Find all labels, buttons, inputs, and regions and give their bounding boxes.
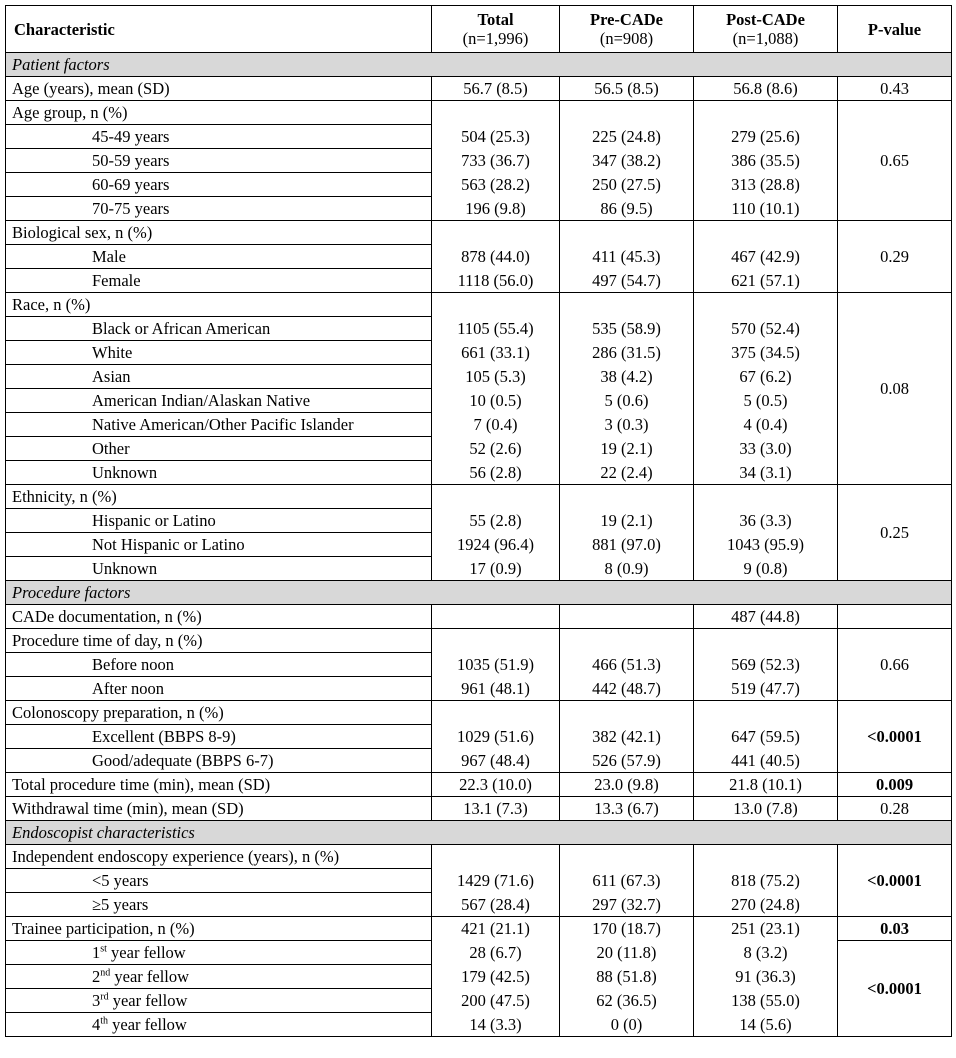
table-row <box>6 701 952 725</box>
row-label: Unknown <box>6 557 432 581</box>
table-row <box>6 989 952 1013</box>
cell-total <box>432 845 560 869</box>
cell-pre: 56.5 (8.5) <box>560 77 694 101</box>
row-label: <5 years <box>6 869 432 893</box>
cell-post: 33 (3.0) <box>694 437 838 461</box>
cell-pre: 442 (48.7) <box>560 677 694 701</box>
table-row <box>6 965 952 989</box>
row-label: Not Hispanic or Latino <box>6 533 432 557</box>
row-label: Hispanic or Latino <box>6 509 432 533</box>
cell-pvalue: 0.009 <box>838 773 952 797</box>
cell-pvalue: 0.65 <box>838 101 952 221</box>
cell-total <box>432 629 560 653</box>
section-row <box>6 53 952 77</box>
cell-total <box>432 293 560 317</box>
row-label: Before noon <box>6 653 432 677</box>
header-total-n: (n=1,996) <box>462 29 529 48</box>
table-row <box>6 749 952 773</box>
header-row <box>6 6 952 53</box>
table-row <box>6 677 952 701</box>
row-label: American Indian/Alaskan Native <box>6 389 432 413</box>
table-row <box>6 869 952 893</box>
table-row <box>6 413 952 437</box>
cell-pre: 611 (67.3) <box>560 869 694 893</box>
cell-total: 661 (33.1) <box>432 341 560 365</box>
cell-post <box>694 629 838 653</box>
header-total-label: Total <box>477 10 514 29</box>
row-label: Ethnicity, n (%) <box>6 485 432 509</box>
cell-post: 36 (3.3) <box>694 509 838 533</box>
cell-pre <box>560 629 694 653</box>
row-label: Trainee participation, n (%) <box>6 917 432 941</box>
cell-post: 270 (24.8) <box>694 893 838 917</box>
table-row <box>6 341 952 365</box>
table-row <box>6 629 952 653</box>
cell-pre: 19 (2.1) <box>560 437 694 461</box>
cell-total: 567 (28.4) <box>432 893 560 917</box>
table-row <box>6 149 952 173</box>
cell-total: 55 (2.8) <box>432 509 560 533</box>
cell-post: 34 (3.1) <box>694 461 838 485</box>
cell-pre: 5 (0.6) <box>560 389 694 413</box>
ordinal-suffix: nd <box>100 967 111 979</box>
cell-post <box>694 293 838 317</box>
row-label: Age (years), mean (SD) <box>6 77 432 101</box>
cell-total: 22.3 (10.0) <box>432 773 560 797</box>
row-label: Withdrawal time (min), mean (SD) <box>6 797 432 821</box>
cell-pre: 23.0 (9.8) <box>560 773 694 797</box>
cell-pre: 22 (2.4) <box>560 461 694 485</box>
cell-post: 21.8 (10.1) <box>694 773 838 797</box>
cell-total: 563 (28.2) <box>432 173 560 197</box>
cell-pre: 19 (2.1) <box>560 509 694 533</box>
cell-pre <box>560 605 694 629</box>
ordinal-suffix: rd <box>100 991 109 1003</box>
cell-total: 56 (2.8) <box>432 461 560 485</box>
cell-total: 10 (0.5) <box>432 389 560 413</box>
cell-post: 4 (0.4) <box>694 413 838 437</box>
header-post-n: (n=1,088) <box>732 29 799 48</box>
cell-pre: 535 (58.9) <box>560 317 694 341</box>
cell-pre <box>560 293 694 317</box>
cell-total: 421 (21.1) <box>432 917 560 941</box>
cell-pre: 881 (97.0) <box>560 533 694 557</box>
table-row <box>6 317 952 341</box>
cell-pre: 62 (36.5) <box>560 989 694 1013</box>
cell-post: 110 (10.1) <box>694 197 838 221</box>
row-label: Race, n (%) <box>6 293 432 317</box>
table-row <box>6 845 952 869</box>
ordinal-suffix: st <box>100 943 107 955</box>
table-row <box>6 485 952 509</box>
row-label: CADe documentation, n (%) <box>6 605 432 629</box>
row-label: 70-75 years <box>6 197 432 221</box>
cell-pre: 347 (38.2) <box>560 149 694 173</box>
cell-post: 386 (35.5) <box>694 149 838 173</box>
cell-total: 1105 (55.4) <box>432 317 560 341</box>
cell-post <box>694 845 838 869</box>
cell-pre: 225 (24.8) <box>560 125 694 149</box>
table-row <box>6 557 952 581</box>
table-row <box>6 797 952 821</box>
ordinal-suffix: th <box>100 1015 109 1027</box>
section-procedure: Procedure factors <box>6 581 952 605</box>
cell-total: 1429 (71.6) <box>432 869 560 893</box>
cell-pvalue <box>838 605 952 629</box>
row-label <box>6 965 432 989</box>
table-row <box>6 173 952 197</box>
cell-pre <box>560 701 694 725</box>
cell-pre: 297 (32.7) <box>560 893 694 917</box>
table-row <box>6 605 952 629</box>
cell-total: 17 (0.9) <box>432 557 560 581</box>
ordinal-number: 4 <box>92 1015 101 1034</box>
section-row <box>6 821 952 845</box>
section-patient: Patient factors <box>6 53 952 77</box>
cell-total: 1924 (96.4) <box>432 533 560 557</box>
cell-pvalue: 0.28 <box>838 797 952 821</box>
row-label: Unknown <box>6 461 432 485</box>
cell-post: 251 (23.1) <box>694 917 838 941</box>
table-container <box>5 5 952 1037</box>
cell-pre <box>560 485 694 509</box>
table-row <box>6 269 952 293</box>
cell-pre: 20 (11.8) <box>560 941 694 965</box>
cell-pre: 497 (54.7) <box>560 269 694 293</box>
cell-pre: 526 (57.9) <box>560 749 694 773</box>
row-label: Excellent (BBPS 8-9) <box>6 725 432 749</box>
cell-post: 647 (59.5) <box>694 725 838 749</box>
row-label: Female <box>6 269 432 293</box>
cell-pre: 170 (18.7) <box>560 917 694 941</box>
row-label: Native American/Other Pacific Islander <box>6 413 432 437</box>
cell-total: 733 (36.7) <box>432 149 560 173</box>
cell-total: 105 (5.3) <box>432 365 560 389</box>
cell-post: 279 (25.6) <box>694 125 838 149</box>
table-row <box>6 1013 952 1037</box>
cell-post: 570 (52.4) <box>694 317 838 341</box>
row-label: Male <box>6 245 432 269</box>
row-label: Age group, n (%) <box>6 101 432 125</box>
cell-post: 441 (40.5) <box>694 749 838 773</box>
cell-total: 1029 (51.6) <box>432 725 560 749</box>
row-label: Independent endoscopy experience (years), n (%) <box>6 845 432 869</box>
cell-post: 487 (44.8) <box>694 605 838 629</box>
header-pvalue: P-value <box>838 6 952 53</box>
cell-post: 519 (47.7) <box>694 677 838 701</box>
cell-total: 1118 (56.0) <box>432 269 560 293</box>
cell-pre: 3 (0.3) <box>560 413 694 437</box>
cell-post: 91 (36.3) <box>694 965 838 989</box>
section-endoscopist: Endoscopist characteristics <box>6 821 952 845</box>
cell-total <box>432 101 560 125</box>
cell-pvalue: 0.03 <box>838 917 952 941</box>
row-label <box>6 989 432 1013</box>
ordinal-number: 1 <box>92 943 101 962</box>
cell-post: 13.0 (7.8) <box>694 797 838 821</box>
table-row <box>6 725 952 749</box>
row-label: 45-49 years <box>6 125 432 149</box>
table-row <box>6 125 952 149</box>
cell-post: 67 (6.2) <box>694 365 838 389</box>
row-label: Black or African American <box>6 317 432 341</box>
cell-pre: 0 (0) <box>560 1013 694 1037</box>
cell-total: 14 (3.3) <box>432 1013 560 1037</box>
cell-post: 14 (5.6) <box>694 1013 838 1037</box>
row-label: 60-69 years <box>6 173 432 197</box>
cell-total: 504 (25.3) <box>432 125 560 149</box>
cell-pre <box>560 101 694 125</box>
cell-pvalue: 0.43 <box>838 77 952 101</box>
cell-total: 56.7 (8.5) <box>432 77 560 101</box>
cell-total: 13.1 (7.3) <box>432 797 560 821</box>
cell-pre: 382 (42.1) <box>560 725 694 749</box>
cell-pre: 466 (51.3) <box>560 653 694 677</box>
cell-total: 878 (44.0) <box>432 245 560 269</box>
section-row <box>6 581 952 605</box>
cell-post: 467 (42.9) <box>694 245 838 269</box>
cell-post: 1043 (95.9) <box>694 533 838 557</box>
cell-pvalue: <0.0001 <box>838 701 952 773</box>
cell-total <box>432 701 560 725</box>
cell-total: 967 (48.4) <box>432 749 560 773</box>
row-label: Colonoscopy preparation, n (%) <box>6 701 432 725</box>
cell-pre: 411 (45.3) <box>560 245 694 269</box>
table-row <box>6 101 952 125</box>
header-pre <box>560 6 694 53</box>
cell-pvalue: 0.66 <box>838 629 952 701</box>
cell-total: 196 (9.8) <box>432 197 560 221</box>
row-label <box>6 1013 432 1037</box>
cell-post <box>694 701 838 725</box>
cell-post: 569 (52.3) <box>694 653 838 677</box>
table-row <box>6 941 952 965</box>
cell-pre: 8 (0.9) <box>560 557 694 581</box>
cell-post: 313 (28.8) <box>694 173 838 197</box>
cell-pre: 13.3 (6.7) <box>560 797 694 821</box>
table-row <box>6 389 952 413</box>
ordinal-rest: year fellow <box>108 1015 187 1034</box>
cell-pvalue: <0.0001 <box>838 845 952 917</box>
table-row <box>6 245 952 269</box>
cell-post <box>694 221 838 245</box>
table-row <box>6 509 952 533</box>
ordinal-rest: year fellow <box>108 991 188 1010</box>
cell-pvalue: 0.08 <box>838 293 952 485</box>
row-label: Good/adequate (BBPS 6-7) <box>6 749 432 773</box>
table-row <box>6 773 952 797</box>
cell-post: 8 (3.2) <box>694 941 838 965</box>
cell-pre <box>560 845 694 869</box>
cell-post <box>694 101 838 125</box>
cell-post: 5 (0.5) <box>694 389 838 413</box>
cell-pre: 250 (27.5) <box>560 173 694 197</box>
row-label: Biological sex, n (%) <box>6 221 432 245</box>
table-row <box>6 365 952 389</box>
cell-total: 200 (47.5) <box>432 989 560 1013</box>
table-row <box>6 293 952 317</box>
table-row <box>6 197 952 221</box>
cell-pvalue: 0.29 <box>838 221 952 293</box>
characteristics-table <box>5 5 952 1037</box>
row-label: White <box>6 341 432 365</box>
row-label: Total procedure time (min), mean (SD) <box>6 773 432 797</box>
cell-total: 1035 (51.9) <box>432 653 560 677</box>
row-label: Other <box>6 437 432 461</box>
cell-pre: 286 (31.5) <box>560 341 694 365</box>
cell-post: 138 (55.0) <box>694 989 838 1013</box>
cell-post <box>694 485 838 509</box>
row-label: 50-59 years <box>6 149 432 173</box>
cell-pvalue: 0.25 <box>838 485 952 581</box>
table-row <box>6 461 952 485</box>
table-row <box>6 653 952 677</box>
cell-post: 375 (34.5) <box>694 341 838 365</box>
cell-total: 7 (0.4) <box>432 413 560 437</box>
cell-total: 961 (48.1) <box>432 677 560 701</box>
table-row <box>6 917 952 941</box>
cell-post: 621 (57.1) <box>694 269 838 293</box>
table-row <box>6 437 952 461</box>
row-label: ≥5 years <box>6 893 432 917</box>
table-row <box>6 893 952 917</box>
table-row <box>6 533 952 557</box>
header-pre-n: (n=908) <box>599 29 654 48</box>
table-row <box>6 221 952 245</box>
cell-total: 28 (6.7) <box>432 941 560 965</box>
cell-post: 9 (0.8) <box>694 557 838 581</box>
cell-pre: 86 (9.5) <box>560 197 694 221</box>
row-label: After noon <box>6 677 432 701</box>
header-pre-label: Pre-CADe <box>590 10 663 29</box>
ordinal-rest: year fellow <box>110 967 190 986</box>
ordinal-rest: year fellow <box>106 943 186 962</box>
header-post <box>694 6 838 53</box>
row-label <box>6 941 432 965</box>
header-post-label: Post-CADe <box>726 10 805 29</box>
cell-total: 52 (2.6) <box>432 437 560 461</box>
cell-total <box>432 221 560 245</box>
cell-pvalue: <0.0001 <box>838 941 952 1037</box>
cell-total: 179 (42.5) <box>432 965 560 989</box>
cell-pre <box>560 221 694 245</box>
cell-pre: 88 (51.8) <box>560 965 694 989</box>
table-row <box>6 77 952 101</box>
cell-post: 818 (75.2) <box>694 869 838 893</box>
cell-total <box>432 605 560 629</box>
ordinal-number: 3 <box>92 991 101 1010</box>
cell-total <box>432 485 560 509</box>
row-label: Asian <box>6 365 432 389</box>
ordinal-number: 2 <box>92 967 101 986</box>
header-total <box>432 6 560 53</box>
row-label: Procedure time of day, n (%) <box>6 629 432 653</box>
cell-pre: 38 (4.2) <box>560 365 694 389</box>
cell-post: 56.8 (8.6) <box>694 77 838 101</box>
header-characteristic: Characteristic <box>6 6 432 53</box>
